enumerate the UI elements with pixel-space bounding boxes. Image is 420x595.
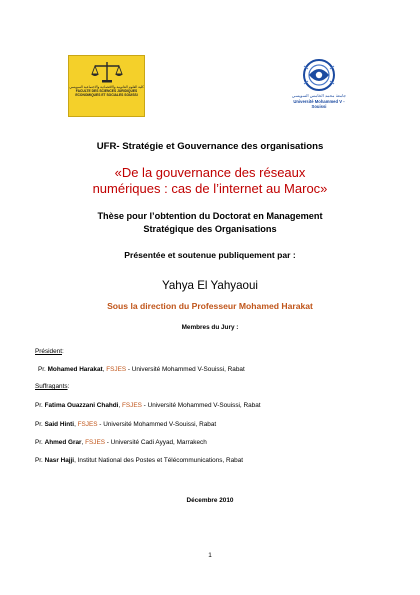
jury-heading: Membres du Jury :	[181, 324, 239, 331]
member-institution: - Université Cadi Ayyad, Marrakech	[104, 439, 207, 446]
thesis-director: Sous la direction du Professeur Mohamed Harakat	[107, 301, 313, 311]
member-name: Said Hinti	[44, 421, 75, 428]
member-institution: - Université Mohammed V-Souissi, Rabat	[126, 366, 245, 373]
suffragants-colon: :	[67, 383, 70, 390]
thesis-title-line-1: «De la gouvernance des réseaux	[114, 165, 306, 180]
member-name: Ahmed Grar	[44, 439, 82, 446]
member-institution: - Université Mohammed V-Souissi, Rabat	[97, 421, 217, 428]
suffragants-label: Suffragants	[35, 383, 68, 390]
member-institution: Institut National des Postes et Télécommunications, Rabat	[77, 457, 244, 464]
member-name: Mohamed Harakat	[47, 366, 103, 373]
university-logo	[290, 57, 348, 107]
president-section-label	[35, 348, 64, 355]
university-logo-arabic-text: جامعة محمد الخامس السويسي	[291, 93, 347, 98]
member-separator: ,	[81, 439, 86, 446]
member-faculty: FSJES	[77, 421, 98, 428]
thesis-title-line-2: numériques : cas de l’internet au Maroc»	[92, 181, 328, 196]
member-institution: - Université Mohammed V-Souissi, Rabat	[141, 402, 261, 409]
suffragants-section-label	[35, 383, 69, 390]
member-separator: ,	[102, 366, 107, 373]
thesis-subtitle	[60, 210, 360, 236]
member-separator: ,	[74, 457, 78, 464]
presented-by-label: Présentée et soutenue publiquement par :	[124, 250, 296, 260]
fsjes-logo	[68, 55, 145, 117]
member-faculty: FSJES	[122, 402, 142, 409]
jury-member	[35, 402, 261, 409]
author-name: Yahya El Yahyaoui	[161, 279, 259, 292]
thesis-subtitle-line-2: Stratégique des Organisations	[143, 224, 277, 234]
president-colon: :	[62, 348, 64, 355]
member-faculty: FSJES	[106, 366, 127, 373]
thesis-title	[60, 165, 360, 197]
member-prefix: Pr.	[35, 421, 45, 428]
fsjes-logo-french-text: FACULTE DES SCIENCES JURIDIQUES ECONOMIQUES ET SOCIALES SOUISSI	[75, 89, 138, 97]
member-prefix: Pr.	[35, 457, 45, 464]
jury-president	[38, 366, 245, 373]
jury-member	[35, 439, 207, 446]
jury-member	[35, 457, 243, 464]
defense-date: Décembre 2010	[186, 497, 234, 504]
member-faculty: FSJES	[85, 439, 105, 446]
ufr-heading: UFR- Stratégie et Gouvernance des organisations	[96, 141, 324, 152]
member-name: Fatima Ouazzani Chahdi	[44, 402, 119, 409]
fsjes-logo-arabic-text: كلية العلوم القانونية والاقتصادية والاجتماعية السويسي	[69, 85, 144, 89]
jury-member	[35, 421, 216, 428]
university-logo-french-text: Université Mohammed V - Souissi	[293, 99, 345, 109]
member-name: Nasr Hajji	[44, 457, 75, 464]
page-number: 1	[208, 552, 212, 559]
president-label: Président	[35, 348, 62, 355]
member-prefix: Pr.	[35, 402, 45, 409]
member-prefix: Pr.	[35, 439, 45, 446]
university-emblem-icon	[290, 57, 348, 93]
member-separator: ,	[74, 421, 78, 428]
member-prefix: Pr.	[38, 366, 48, 373]
thesis-subtitle-line-1: Thèse pour l’obtention du Doctorat en Management	[97, 211, 323, 221]
scales-of-justice-icon	[90, 60, 124, 84]
member-separator: ,	[118, 402, 123, 409]
